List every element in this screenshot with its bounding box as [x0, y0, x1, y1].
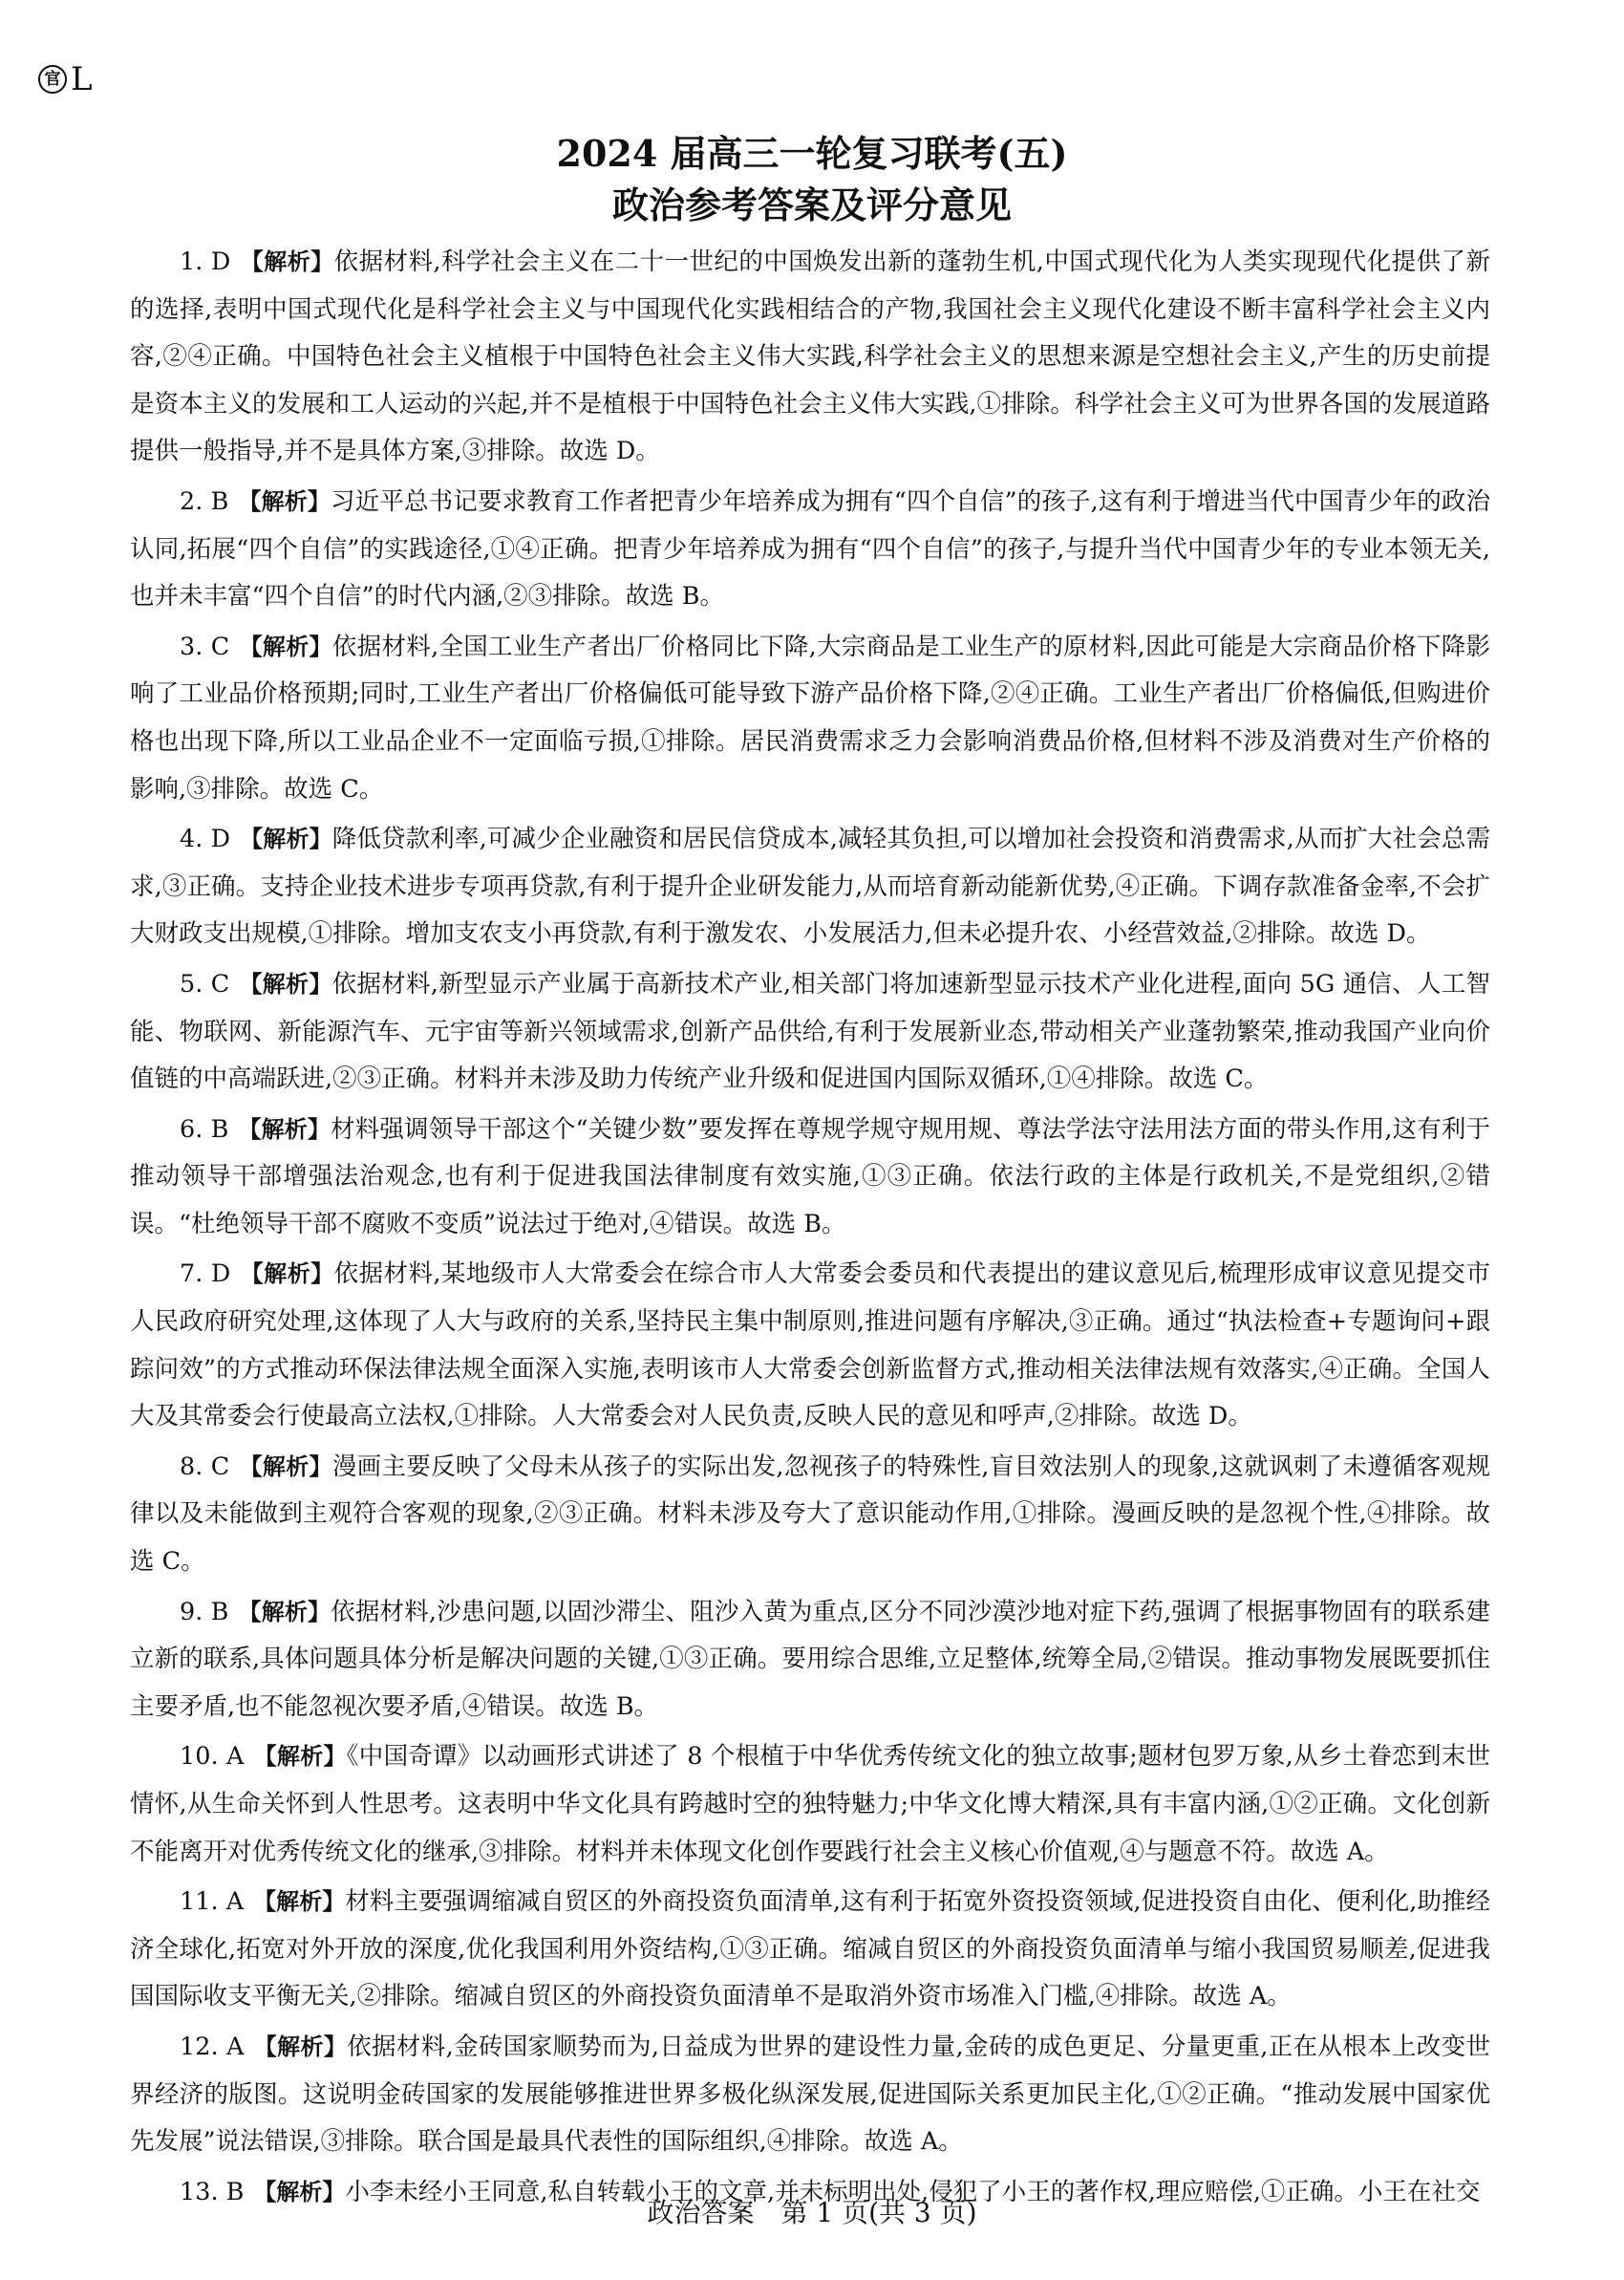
page-footer: 政治答案 第 1 页(共 3 页)	[647, 2197, 977, 2228]
corner-mark	[38, 60, 93, 98]
analysis-tag: 【解析】	[238, 487, 331, 515]
answer-text: 依据材料,全国工业生产者出厂价格同比下降,大宗商品是工业生产的原材料,因此可能是大宗商品价格下降影响了工业品价格预期;同时,工业生产者出厂价格偏低可能导致下游产品价格下降,②④正确。工业生产者出厂价格偏低,但购进价格也出现下降,所以工业品企业不一定面临亏损,①排除。居民消费需求乏力会影响消费品价格,但材料不涉及消费对生产价格的影响,③排除。故选 C。	[130, 632, 1491, 804]
answer-text: 《中国奇谭》以动画形式讲述了 8 个根植于中华优秀传统文化的独立故事;题材包罗万象,从乡土眷恋到末世情怀,从生命关怀到人性思考。这表明中华文化具有跨越时空的独特魅力;中华文化博大精深,具有丰富内涵,①②正确。文化创新不能离开对优秀传统文化的继承,③排除。材料并未体现文化创作要践行社会主义核心价值观,④与题意不符。故选 A。	[130, 1742, 1491, 1866]
answer-item	[130, 624, 1490, 813]
answer-number: 11. A	[180, 1887, 245, 1917]
corner-letter: L	[71, 60, 93, 98]
answer-text: 依据材料,科学社会主义在二十一世纪的中国焕发出新的蓬勃生机,中国式现代化为人类实现现代化提供了新的选择,表明中国式现代化是科学社会主义与中国现代化实践相结合的产物,我国社会主义现代化建设不断丰富科学社会主义内容,②④正确。中国特色社会主义植根于中国特色社会主义伟大实践,科学社会主义的思想来源是空想社会主义,产生的历史前提是资本主义的发展和工人运动的兴起,并不是植根于中国特色社会主义伟大实践,①排除。科学社会主义可为世界各国的发展道路提供一般指导,并不是具体方案,③排除。故选 D。	[130, 247, 1491, 466]
answer-item	[130, 1733, 1490, 1876]
answer-item	[130, 1589, 1490, 1732]
answer-number: 3. C	[180, 632, 230, 661]
answer-item	[130, 816, 1490, 958]
corner-circle-icon: 官	[38, 65, 67, 94]
analysis-tag: 【解析】	[240, 248, 334, 275]
answer-item	[130, 961, 1490, 1104]
answer-number: 4. D	[180, 825, 231, 854]
answer-item	[130, 1879, 1490, 2021]
page-title: 2024 届高三一轮复习联考(五)	[556, 132, 1068, 175]
analysis-tag: 【解析】	[238, 1115, 331, 1143]
analysis-tag: 【解析】	[240, 1260, 334, 1288]
answer-item	[130, 1107, 1490, 1249]
answer-number: 6. B	[180, 1114, 229, 1144]
analysis-tag: 【解析】	[253, 1743, 347, 1771]
answer-text: 依据材料,金砖国家顺势而为,日益成为世界的建设性力量,金砖的成色更足、分量更重,正在从根本上改变世界经济的版图。这说明金砖国家的发展能够推进世界多极化纵深发展,促进国际关系更加民主化,①②正确。“推动发展中国家优先发展”说法错误,③排除。联合国是最具代表性的国际组织,④排除。故选 A。	[130, 2032, 1491, 2157]
answer-item	[130, 1251, 1490, 1440]
analysis-tag: 【解析】	[238, 1598, 331, 1625]
analysis-tag: 【解析】	[239, 970, 332, 998]
answer-text: 习近平总书记要求教育工作者把青少年培养成为拥有“四个自信”的孩子,这有利于增进当代中国青少年的政治认同,拓展“四个自信”的实践途径,①④正确。把青少年培养成为拥有“四个自信”的孩子,与提升当代中国青少年的专业本领无关,也并未丰富“四个自信”的时代内涵,②③排除。故选 B。	[130, 486, 1491, 612]
answer-text: 小李未经小王同意,私自转载小王的文章,并未标明出处,侵犯了小王的著作权,理应赔偿,①正确。小王在社交	[345, 2177, 1481, 2206]
answer-text: 材料主要强调缩减自贸区的外商投资负面清单,这有利于拓宽外资投资领域,促进投资自由化、便利化,助推经济全球化,拓宽对外开放的深度,优化我国利用外资结构,①③正确。缩减自贸区的外商投资负面清单与缩小我国贸易顺差,促进我国国际收支平衡无关,②排除。缩减自贸区的外商投资负面清单不是取消外资市场准入门槛,④排除。故选 A。	[130, 1887, 1491, 2011]
analysis-tag: 【解析】	[253, 2178, 346, 2205]
answer-number: 2. B	[180, 486, 229, 516]
answer-item	[130, 479, 1490, 621]
answer-list	[130, 239, 1490, 2219]
answer-number: 10. A	[180, 1742, 245, 1772]
analysis-tag: 【解析】	[253, 2033, 348, 2060]
answer-number: 1. D	[180, 247, 231, 276]
answer-number: 13. B	[180, 2177, 245, 2206]
analysis-tag: 【解析】	[240, 826, 332, 853]
answer-number: 12. A	[180, 2032, 245, 2061]
analysis-tag: 【解析】	[253, 1888, 346, 1916]
analysis-tag: 【解析】	[239, 633, 332, 660]
answer-number: 9. B	[180, 1597, 229, 1626]
answer-text: 依据材料,新型显示产业属于高新技术产业,相关部门将加速新型显示技术产业化进程,面向 5G 通信、人工智能、物联网、新能源汽车、元宇宙等新兴领域需求,创新产品供给,有利于发展新业态,带动相关产业蓬勃繁荣,推动我国产业向价值链的中高端跃进,②③正确。材料并未涉及助力传统产业升级和促进国内国际双循环,①④排除。故选 C。	[130, 969, 1491, 1094]
answer-number: 5. C	[180, 969, 230, 999]
answer-text: 降低贷款利率,可减少企业融资和居民信贷成本,减轻其负担,可以增加社会投资和消费需求,从而扩大社会总需求,③正确。支持企业技术进步专项再贷款,有利于提升企业研发能力,从而培育新动能新优势,④正确。下调存款准备金率,不会扩大财政支出规模,①排除。增加支农支小再贷款,有利于激发农、小发展活力,但未必提升农、小经营效益,②排除。故选 D。	[130, 825, 1490, 949]
analysis-tag: 【解析】	[239, 1452, 332, 1480]
answer-text: 漫画主要反映了父母未从孩子的实际出发,忽视孩子的特殊性,盲目效法别人的现象,这就讽刺了未遵循客观规律以及未能做到主观符合客观的现象,②③正确。材料未涉及夸大了意识能动作用,①排除。漫画反映的是忽视个性,④排除。故选 C。	[130, 1452, 1491, 1577]
answer-text: 材料强调领导干部这个“关键少数”要发挥在尊规学规守规用规、尊法学法守法用法方面的带头作用,这有利于推动领导干部增强法治观念,也有利于促进我国法律制度有效实施,①③正确。依法行政的主体是行政机关,不是党组织,②错误。“杜绝领导干部不腐败不变质”说法过于绝对,④错误。故选 B。	[130, 1114, 1491, 1238]
answer-number: 7. D	[180, 1259, 231, 1289]
answer-number: 8. C	[180, 1452, 230, 1481]
page-subtitle: 政治参考答案及评分意见	[611, 184, 1012, 226]
answer-item	[130, 2024, 1490, 2166]
answer-item	[130, 239, 1490, 476]
answer-text: 依据材料,某地级市人大常委会在综合市人大常委会委员和代表提出的建议意见后,梳理形成审议意见提交市人民政府研究处理,这体现了人大与政府的关系,坚持民主集中制原则,推进问题有序解决,③正确。通过“执法检查+专题询问+跟踪问效”的方式推动环保法律法规全面深入实施,表明该市人大常委会创新监督方式,推动相关法律法规有效落实,④正确。全国人大及其常委会行使最高立法权,①排除。人大常委会对人民负责,反映人民的意见和呼声,②排除。故选 D。	[130, 1259, 1491, 1431]
answer-item	[130, 1444, 1490, 1586]
answer-text: 依据材料,沙患问题,以固沙滞尘、阻沙入黄为重点,区分不同沙漠沙地对症下药,强调了根据事物固有的联系建立新的联系,具体问题具体分析是解决问题的关键,①③正确。要用综合思维,立足整体,统筹全局,②错误。推动事物发展既要抓住主要矛盾,也不能忽视次要矛盾,④错误。故选 B。	[130, 1597, 1490, 1721]
